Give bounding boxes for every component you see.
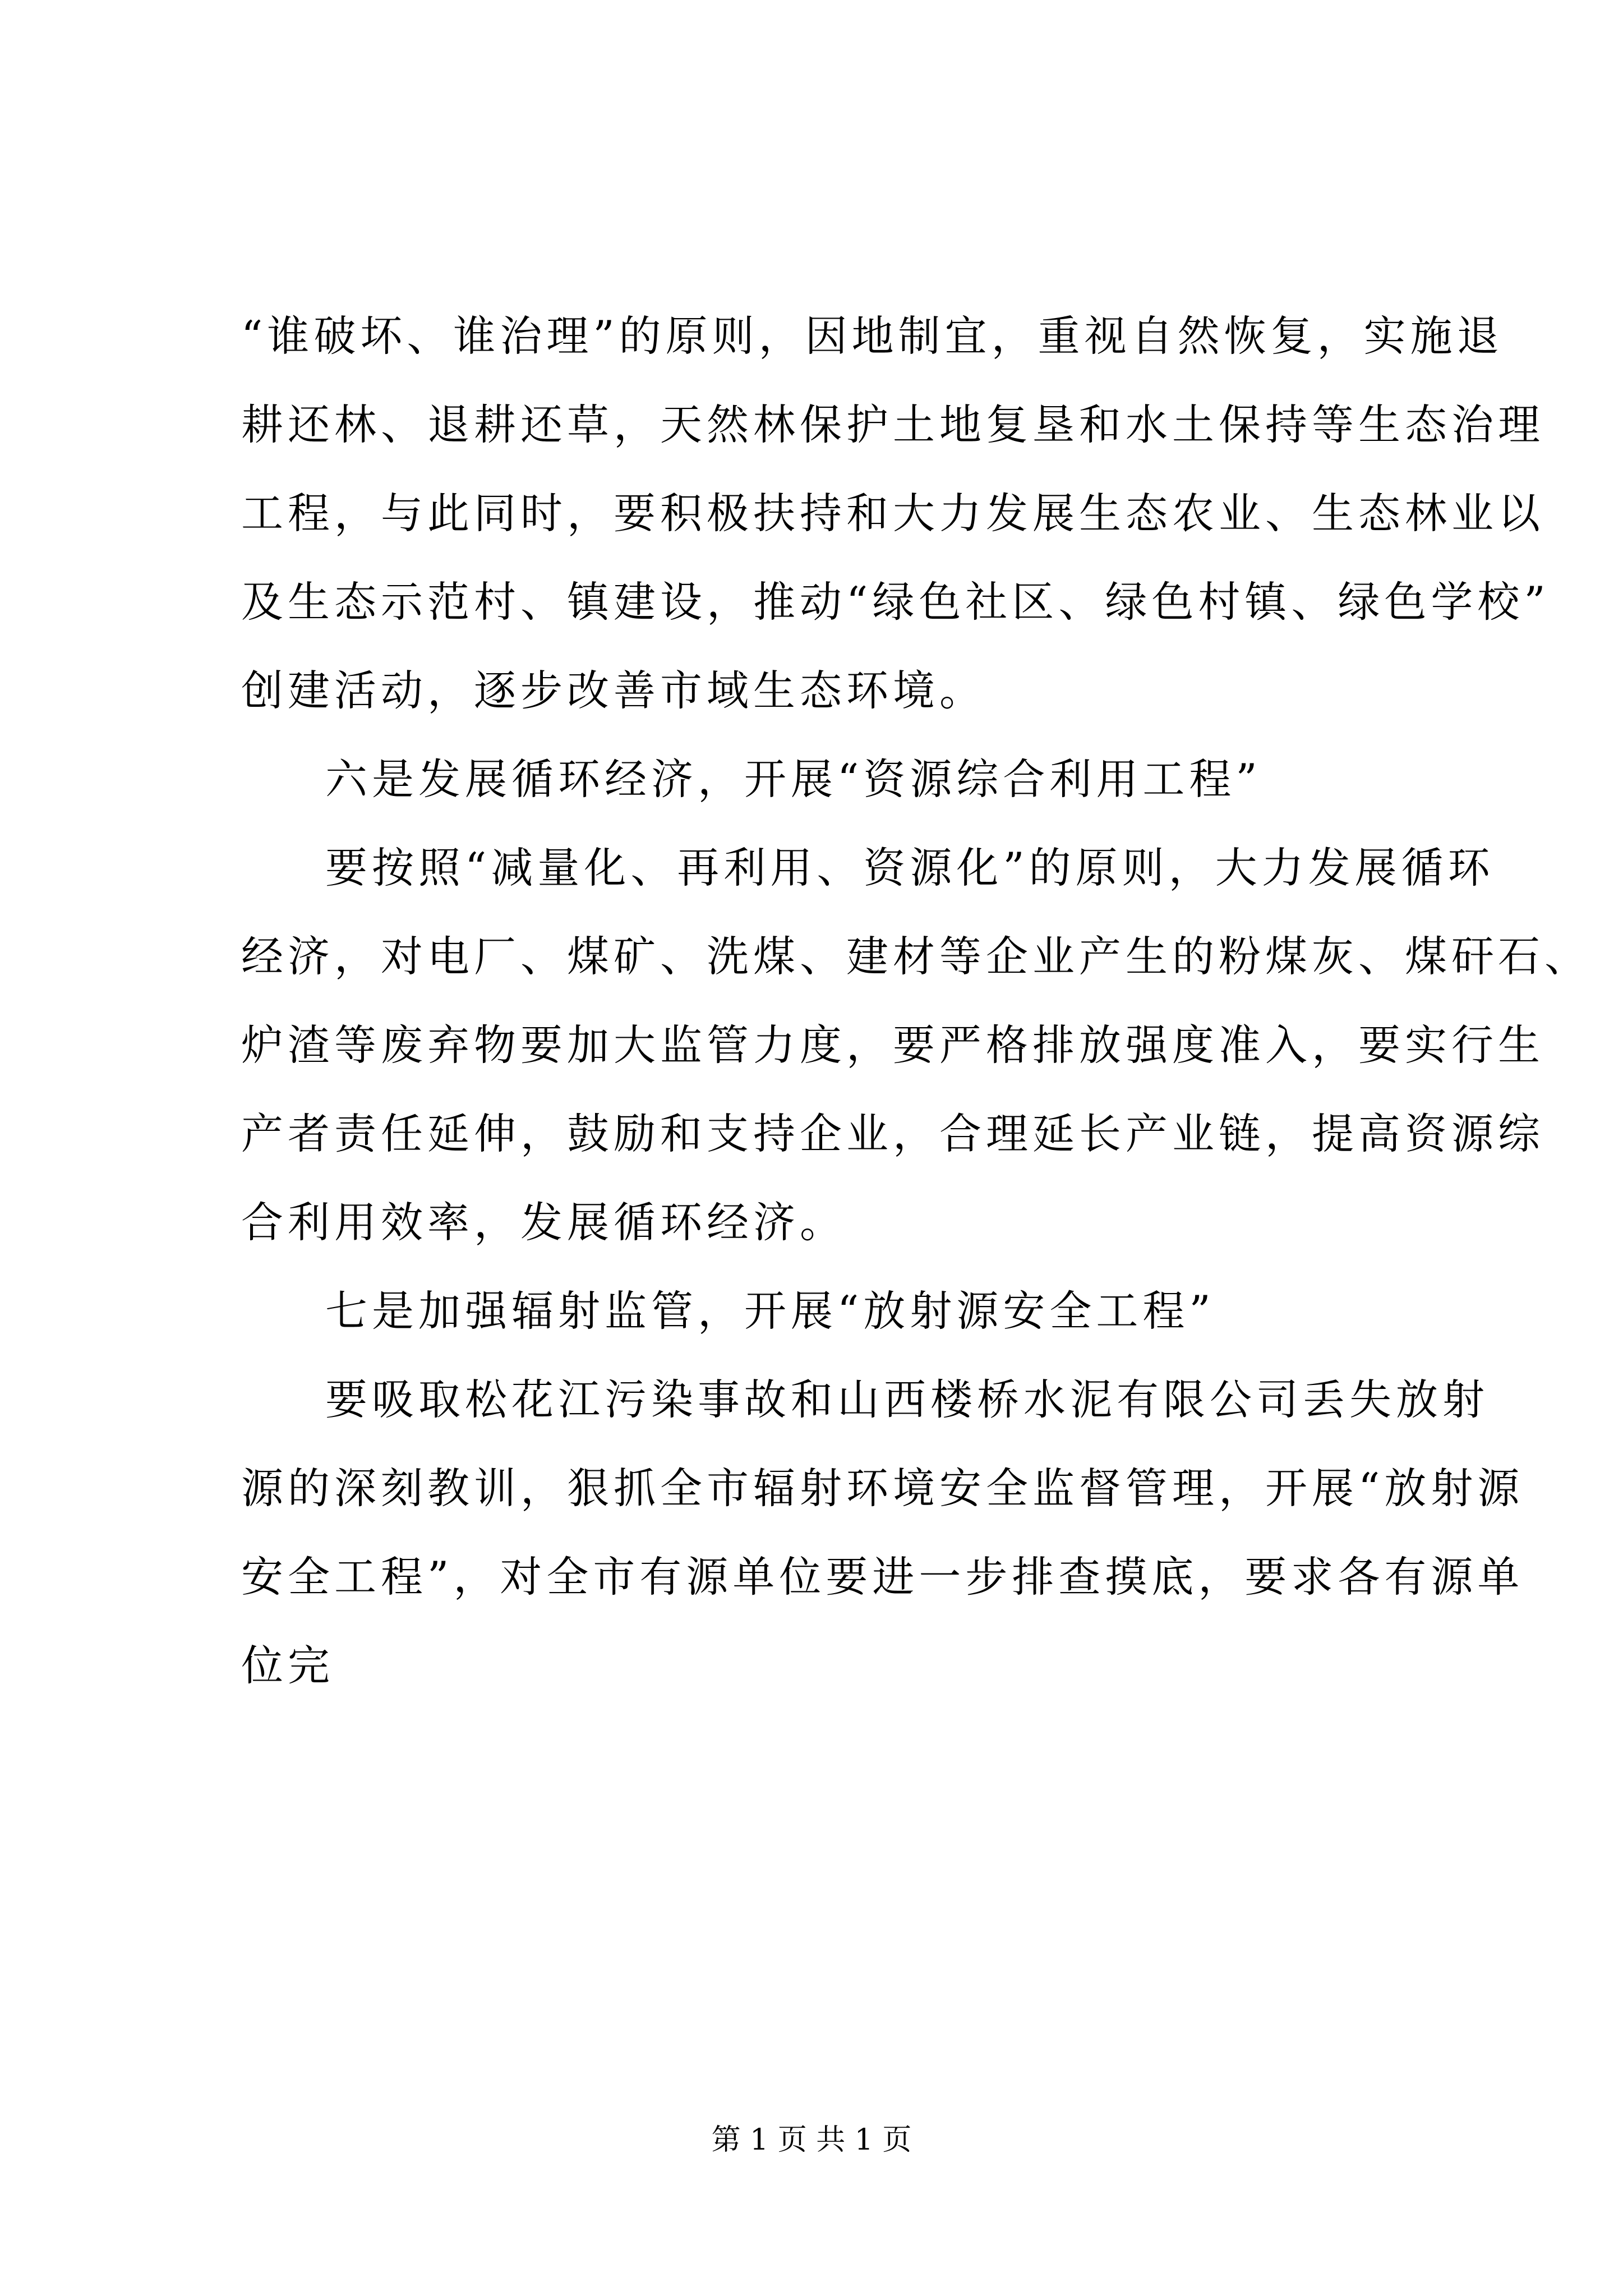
text-line: 耕还林、退耕还草，天然林保护土地复垦和水土保持等生态治理: [241, 400, 1545, 449]
text-line: 产者责任延伸，鼓励和支持企业，合理延长产业链，提高资源综: [241, 1109, 1545, 1158]
text-line: “谁破坏、谁治理”的原则，因地制宜，重视自然恢复，实施退: [241, 311, 1504, 361]
text-line: 位完: [241, 1641, 335, 1690]
section-heading: 六是发展循环经济，开展“资源综合利用工程”: [325, 754, 1262, 804]
text-line: 工程，与此同时，要积极扶持和大力发展生态农业、生态林业以: [241, 489, 1545, 538]
document-body: [241, 292, 1592, 1710]
text-line: 要吸取松花江污染事故和山西楼桥水泥有限公司丢失放射: [325, 1375, 1490, 1424]
section-heading: 七是加强辐射监管，开展“放射源安全工程”: [325, 1286, 1215, 1336]
page-footer: [0, 2120, 1623, 2160]
text-line: 经济，对电厂、煤矿、洗煤、建材等企业产生的粉煤灰、煤矸石、: [241, 932, 1592, 981]
text-line: 及生态示范村、镇建设，推动“绿色社区、绿色村镇、绿色学校”: [241, 577, 1550, 627]
text-line: 安全工程”，对全市有源单位要进一步排查摸底，要求各有源单: [241, 1552, 1524, 1602]
text-line: 要按照“减量化、再利用、资源化”的原则，大力发展循环: [325, 843, 1495, 892]
text-line: 创建活动，逐步改善市域生态环境。: [241, 666, 986, 715]
text-line: 炉渣等废弃物要加大监管力度，要严格排放强度准入，要实行生: [241, 1020, 1545, 1070]
text-line: 合利用效率，发展循环经济。: [241, 1198, 847, 1247]
page-number-label: 第 1 页 共 1 页: [711, 2123, 912, 2157]
text-line: 源的深刻教训，狠抓全市辐射环境安全监督管理，开展“放射源: [241, 1464, 1524, 1513]
